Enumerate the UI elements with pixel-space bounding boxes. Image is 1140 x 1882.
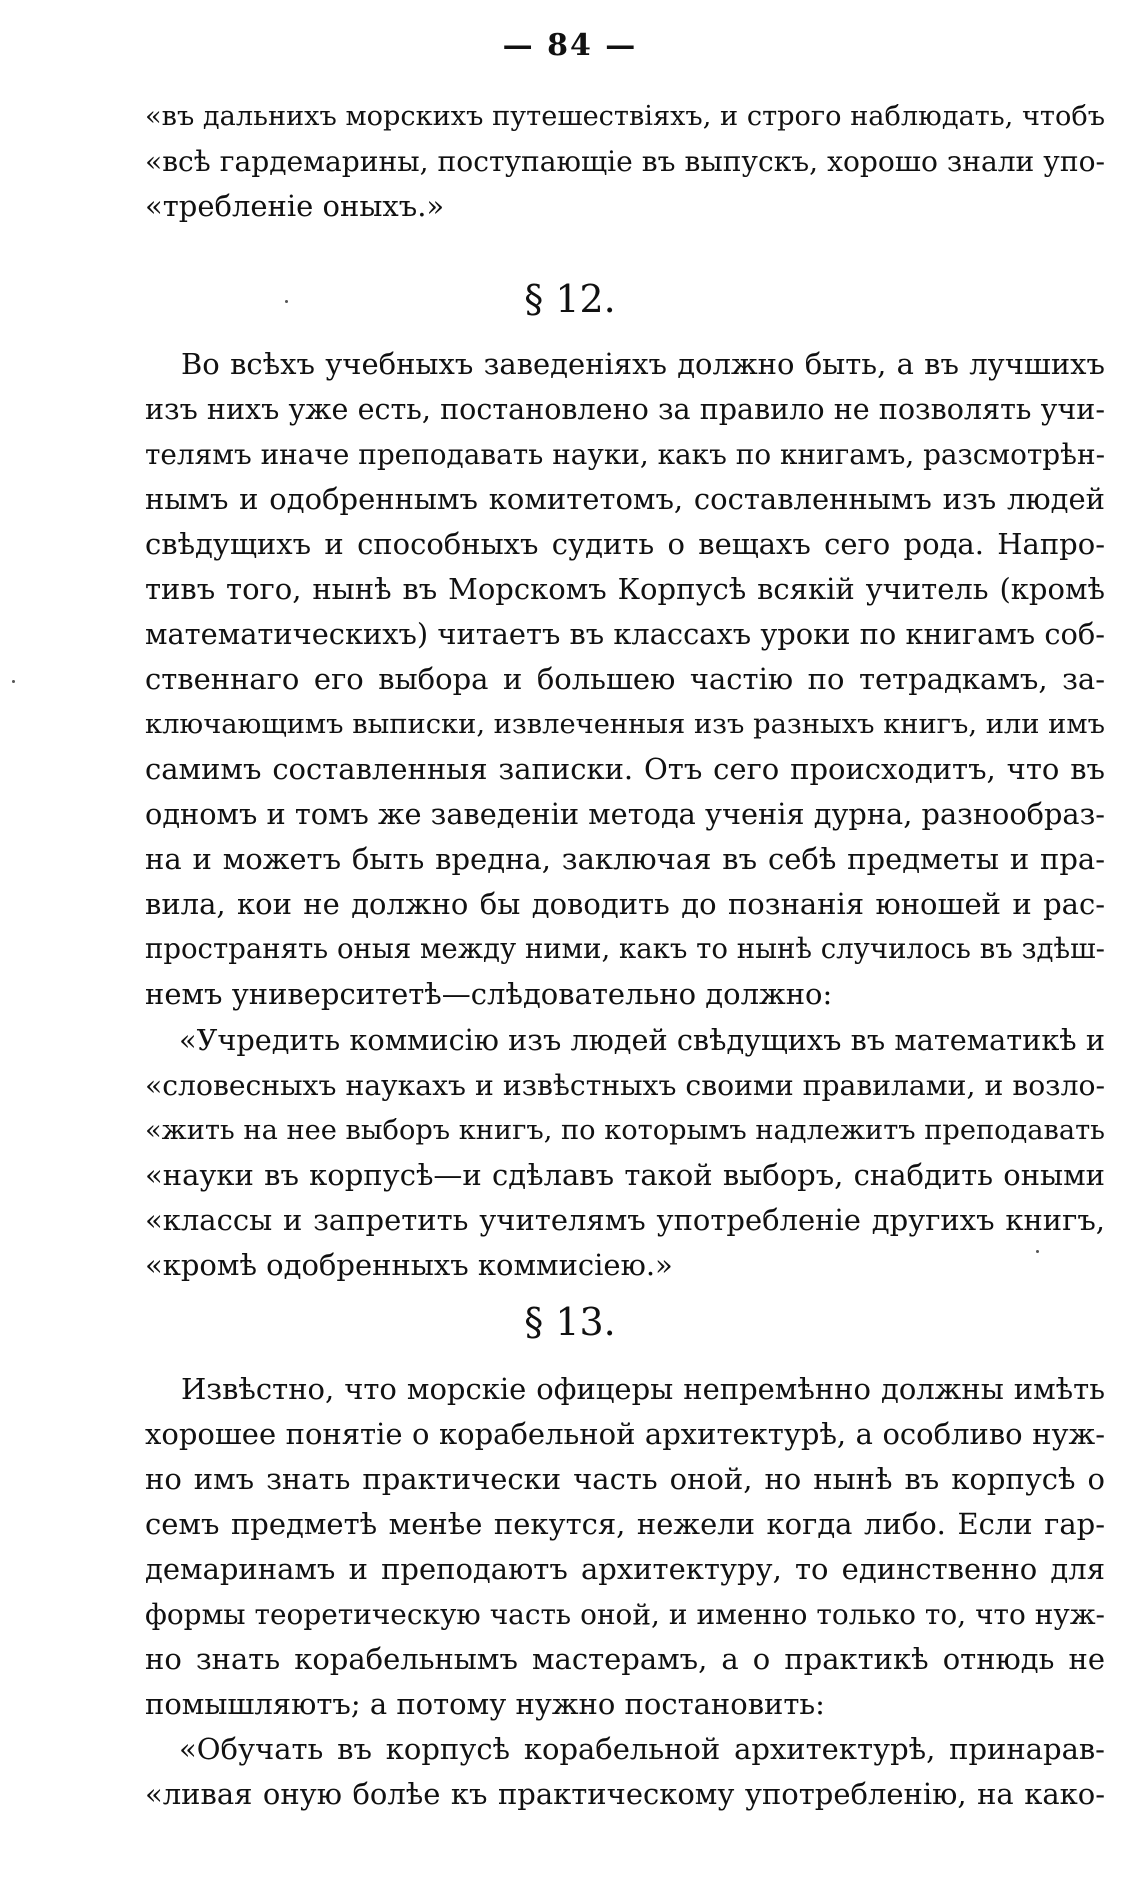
text-line: но имъ знать практически часть оной, но нынѣ въ корпусѣ о <box>145 1462 1105 1496</box>
text-line: «классы и запретить учителямъ употребленіе другихъ книгъ, <box>145 1203 1105 1237</box>
text-line: ственнаго его выбора и большею частію по тетрадкамъ, за- <box>145 662 1105 696</box>
section-13-paragraph <box>145 1367 1105 1727</box>
section-12-quote <box>145 1018 1105 1288</box>
section-12-paragraph <box>145 342 1105 1017</box>
section-heading-12: § 12. <box>524 277 616 321</box>
text-line: Извѣстно, что морскіе офицеры непремѣнно должны имѣть <box>181 1372 1105 1406</box>
text-line: нымъ и одобреннымъ комитетомъ, составленнымъ изъ людей <box>145 482 1105 516</box>
text-line: самимъ составленныя записки. Отъ сего происходитъ, что въ <box>145 752 1105 786</box>
text-line: пространять оныя между ними, какъ то нынѣ случилось въ здѣш- <box>145 933 1105 965</box>
text-line: вила, кои не должно бы доводить до познанія юношей и рас- <box>145 887 1105 921</box>
text-line: помышляютъ; а потому нужно постановить: <box>145 1687 825 1721</box>
text-line: одномъ и томъ же заведеніи метода ученія дурна, разнообраз- <box>145 797 1105 831</box>
text-line: Во всѣхъ учебныхъ заведеніяхъ должно быть, а въ лучшихъ <box>181 347 1105 381</box>
text-line: «всѣ гардемарины, поступающіе въ выпускъ, хорошо знали упо- <box>145 145 1105 178</box>
text-line: «науки въ корпусѣ—и сдѣлавъ такой выборъ, снабдить оными <box>145 1158 1105 1192</box>
text-line: телямъ иначе преподавать науки, какъ по книгамъ, разсмотрѣн- <box>145 438 1105 471</box>
text-line: демаринамъ и преподаютъ архитектуру, то единственно для <box>145 1552 1105 1586</box>
text-line: ключающимъ выписки, извлеченныя изъ разныхъ книгъ, или имъ <box>145 709 1105 740</box>
paper-speck <box>1036 1250 1039 1253</box>
text-line: но знать корабельнымъ мастерамъ, а о практикѣ отнюдь не <box>145 1642 1105 1676</box>
text-line: изъ нихъ уже есть, постановлено за правило не позволять учи- <box>145 392 1105 426</box>
text-line: свѣдущихъ и способныхъ судить о вещахъ сего рода. Напро- <box>145 527 1105 561</box>
text-line: «требленіе оныхъ.» <box>145 189 445 223</box>
text-line: формы теоретическую часть оной, и именно только то, что нуж- <box>145 1598 1105 1631</box>
text-line: «Обучать въ корпусѣ корабельной архитектурѣ, принарав- <box>179 1732 1105 1766</box>
text-line: хорошее понятіе о корабельной архитектурѣ, а особливо нуж- <box>145 1417 1105 1451</box>
text-line: немъ университетѣ—слѣдовательно должно: <box>145 977 833 1011</box>
paper-speck <box>12 680 15 683</box>
section-13-quote <box>145 1727 1105 1817</box>
text-line: на и можетъ быть вредна, заключая въ себѣ предметы и пра- <box>145 842 1105 876</box>
text-line: «въ дальнихъ морскихъ путешествіяхъ, и строго наблюдать, чтобъ <box>145 101 1105 132</box>
page-number: — 84 — <box>502 28 638 63</box>
text-line: семъ предметѣ менѣе пекутся, нежели когда либо. Если гар- <box>145 1507 1105 1541</box>
text-line: «словесныхъ наукахъ и извѣстныхъ своими правилами, и возло- <box>145 1069 1105 1102</box>
section-heading-13: § 13. <box>524 1300 616 1344</box>
text-line: «кромѣ одобренныхъ коммисіею.» <box>145 1248 673 1282</box>
text-line: «ливая оную болѣе къ практическому употребленію, на како- <box>145 1777 1105 1811</box>
text-line: тивъ того, нынѣ въ Морскомъ Корпусѣ всякій учитель (кромѣ <box>145 572 1105 606</box>
text-line: математическихъ) читаетъ въ классахъ уроки по книгамъ соб- <box>145 617 1105 651</box>
paper-speck <box>285 300 288 303</box>
text-line: «Учредить коммисію изъ людей свѣдущихъ въ математикѣ и <box>179 1023 1105 1057</box>
text-line: «жить на нее выборъ книгъ, по которымъ надлежитъ преподавать <box>145 1115 1105 1146</box>
top-quote-block <box>145 94 1105 229</box>
